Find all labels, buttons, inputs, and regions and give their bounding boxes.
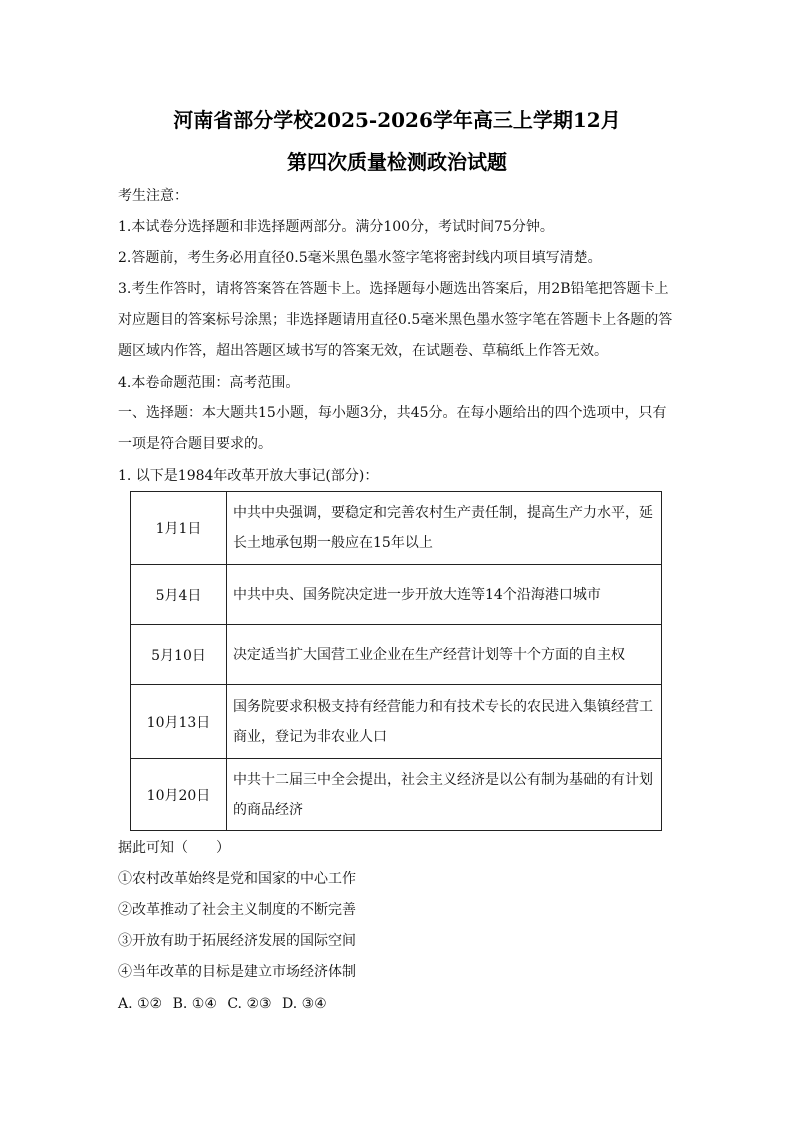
event-date: 10月20日 [131, 759, 227, 831]
table-row [131, 759, 662, 831]
statement-2: ②改革推动了社会主义制度的不断完善 [118, 902, 356, 918]
event-date: 5月10日 [131, 625, 227, 685]
event-description: 中共中央强调，要稳定和完善农村生产责任制，提高生产力水平，延长土地承包期一般应在15年以上 [227, 492, 662, 565]
table-row [131, 625, 662, 685]
choice-a[interactable]: A. ①② [118, 996, 163, 1012]
notice-item-4: 4.本卷命题范围：高考范围。 [118, 375, 300, 391]
notice-item-3: 3.考生作答时，请将答案答在答题卡上。选择题每小题选出答案后，用2B铅笔把答题卡上对应题目的答案标号涂黑；非选择题请用直径0.5毫米黑色墨水签字笔在答题卡上各题的答题区域内作答，超出答题区域书写的答案无效，在试题卷、草稿纸上作答无效。 [118, 281, 673, 359]
table-row [131, 492, 662, 565]
table-row [131, 565, 662, 625]
event-date: 10月13日 [131, 685, 227, 759]
statement-3: ③开放有助于拓展经济发展的国际空间 [118, 933, 356, 949]
notice-heading: 考生注意： [118, 188, 188, 204]
event-description: 决定适当扩大国营工业企业在生产经营计划等十个方面的自主权 [227, 625, 662, 685]
notice-item-2: 2.答题前，考生务必用直径0.5毫米黑色墨水签字笔将密封线内项目填写清楚。 [118, 250, 602, 266]
exam-title-line1: 河南省部分学校2025-2026学年高三上学期12月 [173, 108, 621, 132]
section-intro: 一、选择题：本大题共15小题，每小题3分，共45分。在每小题给出的四个选项中，只有一项是符合题目要求的。 [118, 405, 667, 452]
answer-choices [118, 994, 333, 1014]
event-date: 5月4日 [131, 565, 227, 625]
choice-d[interactable]: D. ③④ [282, 996, 327, 1012]
event-date: 1月1日 [131, 492, 227, 565]
notice-item-1: 1.本试卷分选择题和非选择题两部分。满分100分，考试时间75分钟。 [118, 219, 554, 235]
events-table [130, 491, 662, 831]
event-description: 中共十二届三中全会提出，社会主义经济是以公有制为基础的有计划的商品经济 [227, 759, 662, 831]
event-description: 国务院要求积极支持有经营能力和有技术专长的农民进入集镇经营工商业，登记为非农业人口 [227, 685, 662, 759]
choice-c[interactable]: C. ②③ [227, 996, 272, 1012]
choice-b[interactable]: B. ①④ [172, 996, 217, 1012]
exam-title-line2: 第四次质量检测政治试题 [287, 150, 507, 174]
statement-1: ①农村改革始终是党和国家的中心工作 [118, 871, 356, 887]
question-1-prompt: 据此可知（ ） [118, 840, 230, 856]
event-description: 中共中央、国务院决定进一步开放大连等14个沿海港口城市 [227, 565, 662, 625]
question-1-stem: 1. 以下是1984年改革开放大事记(部分)： [118, 468, 379, 484]
table-row [131, 685, 662, 759]
statement-4: ④当年改革的目标是建立市场经济体制 [118, 964, 356, 980]
